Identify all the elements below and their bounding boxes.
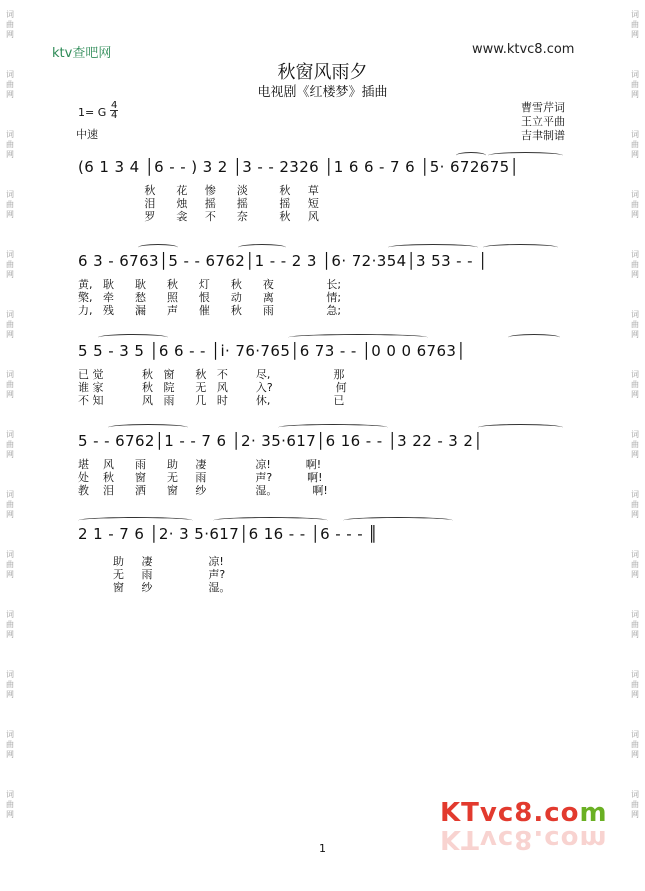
watermark-char: 网 xyxy=(6,270,14,279)
page-number: 1 xyxy=(319,842,326,855)
watermark-char: 词 xyxy=(6,790,14,799)
tie-mark xyxy=(138,244,178,251)
watermark-gap xyxy=(628,580,642,610)
watermark-gap xyxy=(628,160,642,190)
tie-mark xyxy=(478,424,563,431)
tie-mark xyxy=(456,152,486,159)
watermark-char: 曲 xyxy=(631,680,639,689)
watermark-gap xyxy=(628,700,642,730)
watermark-char: 网 xyxy=(631,330,639,339)
watermark-char: 网 xyxy=(6,330,14,339)
watermark-char: 词 xyxy=(6,130,14,139)
watermark-char: 词 xyxy=(631,10,639,19)
watermark-char: 曲 xyxy=(6,380,14,389)
watermark-char: 词 xyxy=(6,310,14,319)
watermark-char: 曲 xyxy=(631,440,639,449)
watermark-char: 词 xyxy=(6,550,14,559)
tie-mark xyxy=(78,517,193,524)
lyrics-verse-3: 窗 纱 湿。 xyxy=(78,581,231,594)
watermark-char: 曲 xyxy=(631,740,639,749)
lyrics-verse-2: 无 雨 声? xyxy=(78,568,226,581)
watermark-char: 词 xyxy=(631,610,639,619)
watermark-char: 词 xyxy=(6,490,14,499)
side-watermark-right xyxy=(628,10,642,850)
tie-mark xyxy=(288,334,428,341)
watermark-char: 网 xyxy=(6,90,14,99)
watermark-char: 曲 xyxy=(631,80,639,89)
watermark-char: 网 xyxy=(631,510,639,519)
watermark-char: 曲 xyxy=(631,500,639,509)
watermark-char: 词 xyxy=(6,190,14,199)
staff-notes: 6 3 - 6763│5 - - 6762│1 - - 2 3 │6· 72·354│3 53 - - │ xyxy=(78,252,488,270)
tie-mark xyxy=(343,517,453,524)
watermark-char: 曲 xyxy=(6,320,14,329)
watermark-char: 词 xyxy=(6,70,14,79)
watermark-gap xyxy=(628,100,642,130)
tie-mark xyxy=(508,334,560,341)
lyrics-verse-3: 不 知 风 雨 几 时 休, 已 xyxy=(78,394,345,407)
tie-mark xyxy=(278,424,388,431)
lyrics-verse-3: 力, 残 漏 声 催 秋 雨 急; xyxy=(78,304,342,317)
watermark-char: 词 xyxy=(631,370,639,379)
watermark-char: 曲 xyxy=(6,680,14,689)
watermark-gap xyxy=(3,760,17,790)
key-signature: 1= G xyxy=(78,106,107,119)
watermark-char: 曲 xyxy=(6,260,14,269)
lyrics-verse-1: 已 觉 秋 窗 秋 不 尽, 那 xyxy=(78,368,345,381)
transcriber: 吉聿制谱 xyxy=(521,129,565,142)
staff-notes: 5 5 - 3 5 │6 6 - - │i· 76·765│6 73 - - │0 0 0 6763│ xyxy=(78,342,466,360)
watermark-char: 曲 xyxy=(6,800,14,809)
watermark-char: 曲 xyxy=(631,200,639,209)
lyrics-verse-2: 谁 家 秋 院 无 风 入? 何 xyxy=(78,381,347,394)
watermark-char: 曲 xyxy=(6,740,14,749)
tie-mark xyxy=(488,152,563,159)
watermark-gap xyxy=(628,760,642,790)
lyrics-verse-2: 处 秋 窗 无 雨 声? 啊! xyxy=(78,471,323,484)
watermark-gap xyxy=(628,280,642,310)
watermark-char: 曲 xyxy=(631,260,639,269)
watermark-char: 网 xyxy=(6,510,14,519)
watermark-gap xyxy=(3,220,17,250)
watermark-char: 词 xyxy=(6,610,14,619)
staff-notes: (6 1 3 4 │6 - - ) 3 2 │3 - - 2326 │1 6 6 - 7 6 │5· 672675│ xyxy=(78,158,520,176)
watermark-char: 词 xyxy=(6,250,14,259)
watermark-char: 网 xyxy=(6,450,14,459)
watermark-gap xyxy=(3,280,17,310)
watermark-char: 词 xyxy=(631,130,639,139)
watermark-char: 曲 xyxy=(631,560,639,569)
watermark-char: 曲 xyxy=(6,500,14,509)
watermark-char: 曲 xyxy=(6,20,14,29)
watermark-char: 网 xyxy=(631,390,639,399)
watermark-char: 曲 xyxy=(631,20,639,29)
watermark-char: 词 xyxy=(6,370,14,379)
watermark-char: 词 xyxy=(6,670,14,679)
watermark-char: 词 xyxy=(631,790,639,799)
watermark-char: 曲 xyxy=(631,620,639,629)
watermark-char: 曲 xyxy=(631,380,639,389)
watermark-char: 曲 xyxy=(6,200,14,209)
watermark-gap xyxy=(628,820,642,850)
tie-mark xyxy=(238,244,286,251)
watermark-gap xyxy=(3,400,17,430)
ktvc8-logo-reflection: KTvc8.com xyxy=(440,824,608,854)
watermark-char: 网 xyxy=(631,810,639,819)
watermark-char: 曲 xyxy=(6,560,14,569)
watermark-gap xyxy=(3,100,17,130)
song-subtitle: 电视剧《红楼梦》插曲 xyxy=(257,85,388,100)
watermark-char: 网 xyxy=(631,150,639,159)
watermark-char: 网 xyxy=(6,750,14,759)
watermark-char: 网 xyxy=(631,450,639,459)
watermark-gap xyxy=(628,220,642,250)
tie-mark xyxy=(213,517,328,524)
lyrics-verse-1: 秋 花 惨 淡 秋 草 xyxy=(78,184,319,197)
lyrics-verse-3: 罗 衾 不 奈 秋 风 xyxy=(78,210,319,223)
watermark-char: 词 xyxy=(631,670,639,679)
watermark-char: 网 xyxy=(631,570,639,579)
site-name: ktv查吧网 xyxy=(52,46,112,61)
watermark-char: 词 xyxy=(6,10,14,19)
watermark-gap xyxy=(3,340,17,370)
lyrics-verse-1: 黄, 耿 耿 秋 灯 秋 夜 长; xyxy=(78,278,342,291)
staff-notes: 5 - - 6762│1 - - 7 6 │2· 35·617│6 16 - - │3 22 - 3 2│ xyxy=(78,432,483,450)
watermark-gap xyxy=(3,520,17,550)
watermark-gap xyxy=(628,400,642,430)
watermark-char: 网 xyxy=(6,630,14,639)
watermark-char: 曲 xyxy=(631,800,639,809)
time-signature xyxy=(110,101,118,120)
watermark-char: 网 xyxy=(6,210,14,219)
watermark-char: 曲 xyxy=(6,620,14,629)
lyrics-verse-3: 教 泪 洒 窗 纱 湿。 啊! xyxy=(78,484,328,497)
lyrics-verse-2: 泪 烛 摇 摇 摇 短 xyxy=(78,197,319,210)
credits xyxy=(521,101,565,143)
watermark-char: 网 xyxy=(6,810,14,819)
watermark-char: 网 xyxy=(631,210,639,219)
watermark-char: 曲 xyxy=(6,140,14,149)
watermark-char: 曲 xyxy=(6,440,14,449)
watermark-char: 网 xyxy=(631,630,639,639)
watermark-char: 词 xyxy=(631,730,639,739)
time-sig-top: 4 xyxy=(111,100,118,111)
tie-mark xyxy=(483,244,558,251)
watermark-char: 词 xyxy=(631,430,639,439)
watermark-gap xyxy=(3,160,17,190)
watermark-char: 网 xyxy=(6,390,14,399)
watermark-char: 曲 xyxy=(631,320,639,329)
watermark-char: 词 xyxy=(631,250,639,259)
watermark-gap xyxy=(3,460,17,490)
tie-mark xyxy=(98,334,168,341)
watermark-char: 词 xyxy=(631,310,639,319)
staff-notes: 2 1 - 7 6 │2· 3 5·617│6 16 - - │6 - - - ║ xyxy=(78,525,378,543)
lyrics-verse-1: 堪 风 雨 助 凄 凉! 啊! xyxy=(78,458,322,471)
watermark-gap xyxy=(3,700,17,730)
watermark-char: 网 xyxy=(631,690,639,699)
watermark-gap xyxy=(3,640,17,670)
composer: 王立平曲 xyxy=(521,115,565,128)
watermark-char: 曲 xyxy=(6,80,14,89)
lyrics-verse-1: 助 凄 凉! xyxy=(78,555,224,568)
lyrics-verse-2: 檠, 牵 愁 照 恨 动 离 情; xyxy=(78,291,342,304)
watermark-gap xyxy=(628,460,642,490)
watermark-char: 词 xyxy=(631,490,639,499)
watermark-char: 网 xyxy=(6,150,14,159)
watermark-gap xyxy=(3,820,17,850)
watermark-gap xyxy=(628,640,642,670)
watermark-char: 词 xyxy=(6,730,14,739)
site-url: www.ktvc8.com xyxy=(472,42,575,57)
watermark-char: 词 xyxy=(6,430,14,439)
watermark-char: 网 xyxy=(631,90,639,99)
watermark-char: 网 xyxy=(631,30,639,39)
side-watermark-left xyxy=(3,10,17,850)
watermark-char: 网 xyxy=(631,270,639,279)
watermark-char: 网 xyxy=(6,570,14,579)
tempo-marking: 中速 xyxy=(76,128,98,141)
watermark-char: 曲 xyxy=(631,140,639,149)
watermark-char: 词 xyxy=(631,190,639,199)
watermark-char: 词 xyxy=(631,70,639,79)
watermark-char: 网 xyxy=(631,750,639,759)
time-sig-bottom: 4 xyxy=(111,110,118,121)
watermark-gap xyxy=(628,520,642,550)
watermark-char: 词 xyxy=(631,550,639,559)
watermark-gap xyxy=(628,340,642,370)
ktvc8-logo: KTvc8.com xyxy=(440,798,608,828)
tie-mark xyxy=(108,424,188,431)
watermark-char: 网 xyxy=(6,30,14,39)
tie-mark xyxy=(388,244,478,251)
watermark-gap xyxy=(3,580,17,610)
lyricist: 曹雪芹词 xyxy=(521,101,565,114)
song-title: 秋窗风雨夕 xyxy=(277,62,368,83)
watermark-char: 网 xyxy=(6,690,14,699)
